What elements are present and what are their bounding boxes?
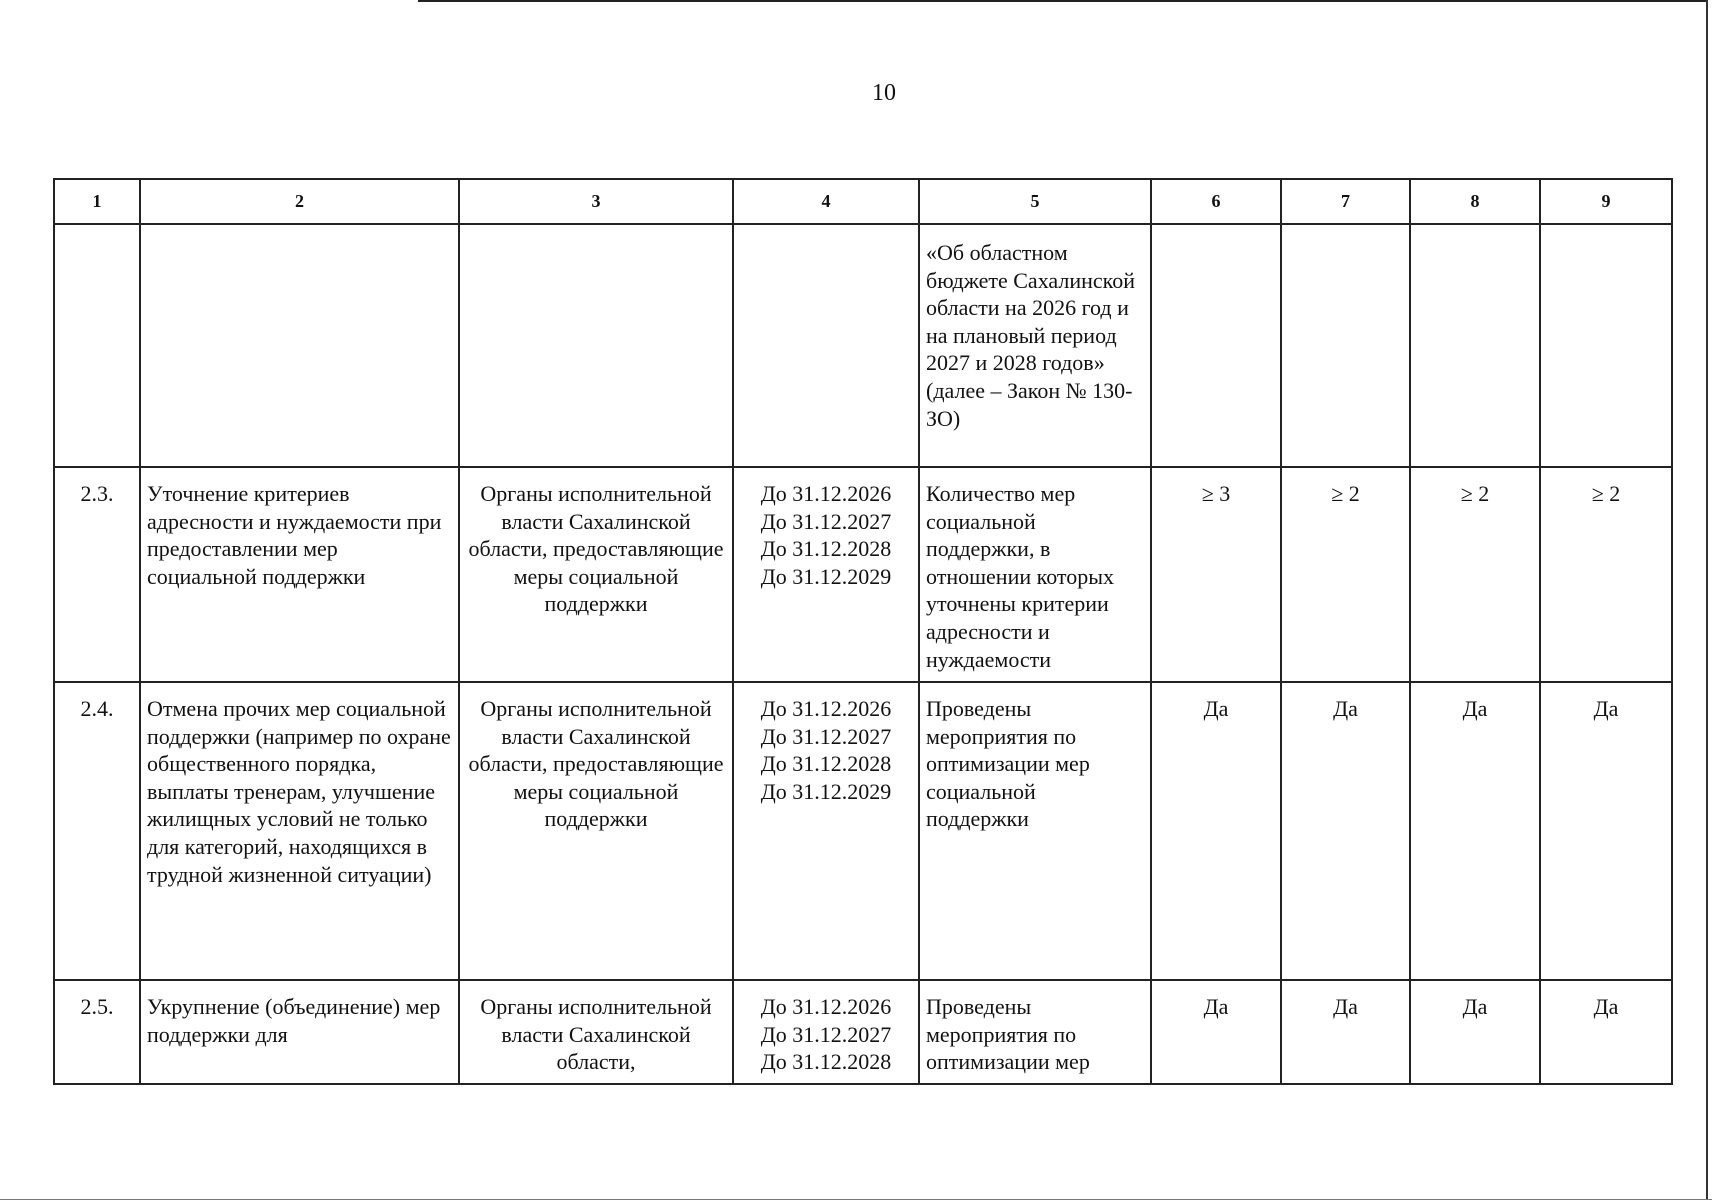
table-cell xyxy=(919,980,1151,1084)
column-header: 7 xyxy=(1281,179,1410,224)
table-cell xyxy=(140,467,459,682)
table-cell xyxy=(1540,682,1672,980)
table-cell xyxy=(54,980,140,1084)
value-2027: Да xyxy=(1333,994,1358,1019)
measure-text: Уточнение критериев адресности и нуждаемости при предоставлении мер социальной поддержки xyxy=(147,481,442,589)
deadline-list xyxy=(734,683,918,805)
table-cell xyxy=(54,467,140,682)
value-2029: Да xyxy=(1593,994,1619,1019)
value-2026: Да xyxy=(1203,696,1229,721)
table-cell xyxy=(733,682,919,980)
deadline-list xyxy=(734,981,918,1076)
deadline: До 31.12.2029 xyxy=(760,778,892,804)
table-row-continuation xyxy=(54,224,1672,467)
table-cell xyxy=(733,224,919,467)
deadline: До 31.12.2026 xyxy=(760,481,892,506)
value-2028: Да xyxy=(1462,696,1488,721)
value-2027: ≥ 2 xyxy=(1331,481,1360,506)
table-row xyxy=(54,682,1672,980)
deadline: До 31.12.2026 xyxy=(760,994,892,1019)
column-header: 3 xyxy=(459,179,733,224)
column-header: 1 xyxy=(54,179,140,224)
table-cell xyxy=(919,224,1151,467)
executor-text: Органы исполнительной власти Сахалинской области, xyxy=(480,994,712,1075)
table-cell xyxy=(1410,980,1540,1084)
table-cell xyxy=(54,682,140,980)
value-2027: Да xyxy=(1333,696,1358,721)
measure-text: Отмена прочих мер социальной поддержки (например по охране общественного порядка, выплаты тренерам, улучшение жилищных условий не только для категорий, находящихся в трудной жизненной ситуации) xyxy=(147,696,451,887)
table-cell xyxy=(1281,224,1410,467)
measure-text: Укрупнение (объединение) мер поддержки для xyxy=(147,994,441,1047)
table-cell xyxy=(459,224,733,467)
table-cell xyxy=(1281,467,1410,682)
indicator-text: Проведены мероприятия по оптимизации мер социальной поддержки xyxy=(926,696,1090,832)
table-cell xyxy=(1540,980,1672,1084)
page-number: 10 xyxy=(872,80,896,106)
table-cell xyxy=(459,980,733,1084)
column-header: 5 xyxy=(919,179,1151,224)
column-header: 8 xyxy=(1410,179,1540,224)
deadline: До 31.12.2026 xyxy=(760,696,892,721)
executor-text: Органы исполнительной власти Сахалинской области, предоставляющие меры социальной поддержки xyxy=(468,696,724,832)
table-cell xyxy=(459,682,733,980)
table-cell xyxy=(1151,682,1281,980)
deadline: До 31.12.2028 xyxy=(760,1049,892,1075)
deadline: До 31.12.2029 xyxy=(760,563,892,589)
value-2026: ≥ 3 xyxy=(1201,481,1231,506)
deadline: До 31.12.2028 xyxy=(760,751,892,777)
table-cell xyxy=(919,682,1151,980)
table-cell xyxy=(919,467,1151,682)
table-cell xyxy=(140,224,459,467)
column-header: 4 xyxy=(733,179,919,224)
row-number: 2.5. xyxy=(80,994,114,1019)
table-cell xyxy=(733,980,919,1084)
column-header: 2 xyxy=(140,179,459,224)
table-cell xyxy=(1410,467,1540,682)
measures-table xyxy=(53,178,1673,1085)
table-cell xyxy=(54,224,140,467)
value-2028: Да xyxy=(1462,994,1488,1019)
row-number: 2.4. xyxy=(80,696,114,721)
table-cell xyxy=(733,467,919,682)
table-cell xyxy=(140,682,459,980)
deadline-list xyxy=(734,468,918,590)
row-number: 2.3. xyxy=(80,481,114,506)
table-cell xyxy=(1281,980,1410,1084)
deadline: До 31.12.2027 xyxy=(760,508,892,534)
value-2026: Да xyxy=(1203,994,1229,1019)
table-row xyxy=(54,467,1672,682)
column-header: 6 xyxy=(1151,179,1281,224)
header-row xyxy=(54,179,1672,224)
deadline: До 31.12.2028 xyxy=(760,536,892,562)
table-cell xyxy=(1540,467,1672,682)
table-cell xyxy=(1151,980,1281,1084)
deadline: До 31.12.2027 xyxy=(760,723,892,749)
indicator-text: Проведены мероприятия по оптимизации мер xyxy=(926,994,1090,1075)
value-2029: ≥ 2 xyxy=(1591,481,1621,506)
table-cell xyxy=(1281,682,1410,980)
table-cell xyxy=(1540,224,1672,467)
column-header: 9 xyxy=(1540,179,1672,224)
scan-edge-right xyxy=(1706,0,1708,1200)
table-cell xyxy=(1151,224,1281,467)
scan-edge-top xyxy=(418,0,1708,2)
indicator-text: «Об областном бюджете Сахалинской области на 2026 год и на плановый период 2027 и 2028 годов» (далее – Закон № 130-ЗО) xyxy=(926,240,1135,431)
value-2028: ≥ 2 xyxy=(1460,481,1490,506)
table-cell xyxy=(140,980,459,1084)
table-cell xyxy=(1410,682,1540,980)
deadline: До 31.12.2027 xyxy=(760,1021,892,1047)
indicator-text: Количество мер социальной поддержки, в отношении которых уточнены критерии адресности и нуждаемости xyxy=(926,481,1115,672)
table-cell xyxy=(1410,224,1540,467)
executor-text: Органы исполнительной власти Сахалинской области, предоставляющие меры социальной поддержки xyxy=(468,481,724,617)
table-cell xyxy=(459,467,733,682)
table-cell xyxy=(1151,467,1281,682)
value-2029: Да xyxy=(1593,696,1619,721)
table-row xyxy=(54,980,1672,1084)
